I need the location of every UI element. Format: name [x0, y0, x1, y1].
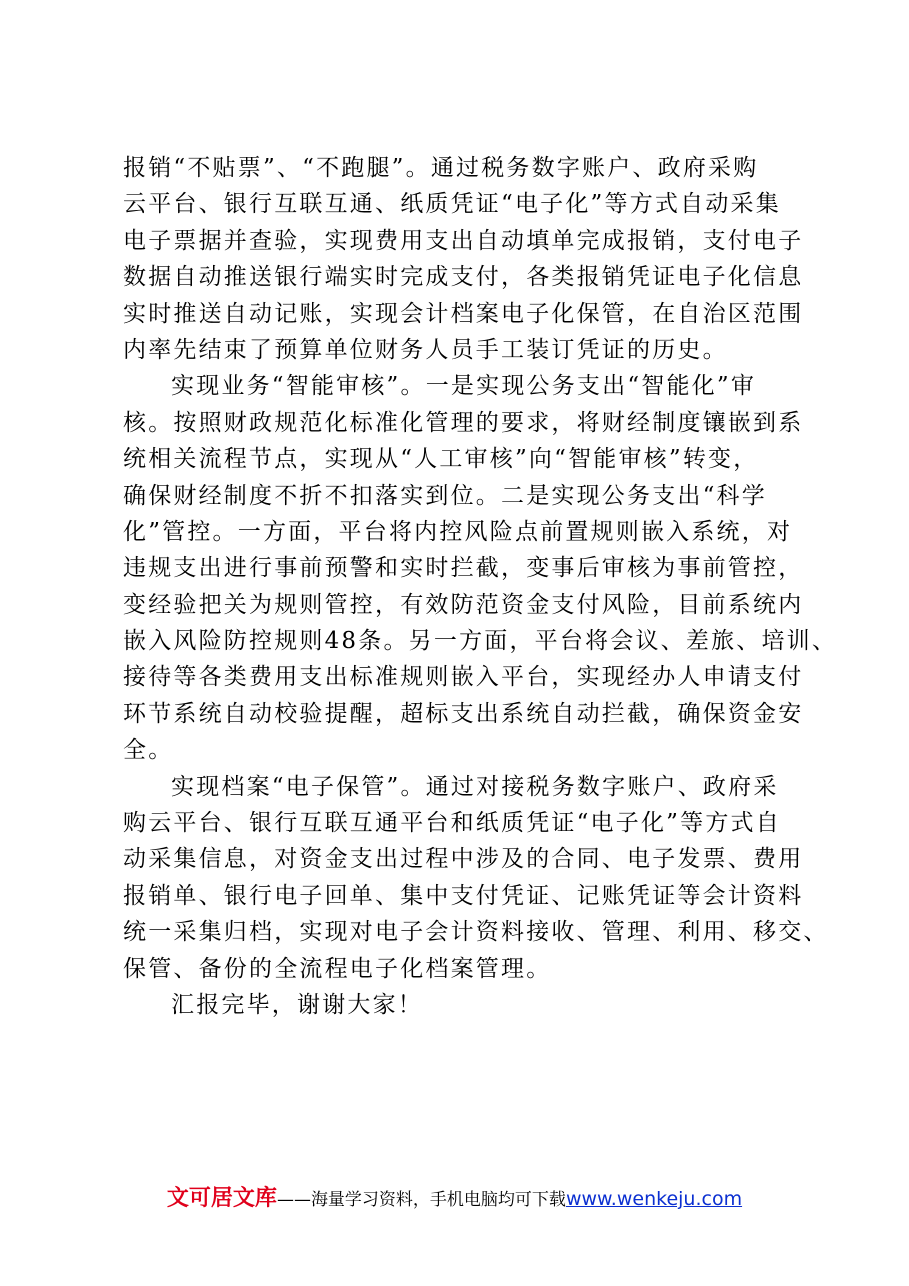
text-line: 违规支出进行事前预警和实时拦截，变事后审核为事前管控， [123, 555, 804, 582]
closing-line: 汇报完毕，谢谢大家！ [171, 991, 423, 1018]
text-line: 环节系统自动校验提醒，超标支出系统自动拦截，确保资金安 [123, 700, 804, 727]
text-line: 数据自动推送银行端实时完成支付，各类报销凭证电子化信息 [123, 264, 804, 291]
text-line: 内率先结束了预算单位财务人员手工装订凭证的历史。 [123, 336, 728, 363]
text-line: 化”管控。一方面，平台将内控风险点前置规则嵌入系统，对 [123, 518, 793, 545]
footer-brand: 文可居文库 [166, 1186, 277, 1211]
document-body [123, 150, 838, 1023]
footer-tagline: ——海量学习资料，手机电脑均可下载 [276, 1190, 566, 1210]
text-line: 嵌入风险防控规则48条。另一方面，平台将会议、差旅、培训、 [123, 628, 838, 655]
paragraph-start-line: 实现档案“电子保管”。通过对接税务数字账户、政府采 [171, 773, 779, 800]
text-line: 确保财经制度不折不扣落实到位。二是实现公务支出“科学 [123, 482, 767, 509]
text-line: 报销“不贴票”、“不跑腿”。通过税务数字账户、政府采购 [123, 155, 759, 181]
text-line: 电子票据并查验，实现费用支出自动填单完成报销，支付电子 [123, 227, 804, 254]
text-line: 云平台、银行互联互通、纸质凭证“电子化”等方式自动采集 [123, 191, 781, 218]
text-line: 购云平台、银行互联互通平台和纸质凭证“电子化”等方式自 [123, 810, 781, 837]
text-line: 核。按照财政规范化标准化管理的要求，将财经制度镶嵌到系 [123, 409, 804, 436]
text-line: 动采集信息，对资金支出过程中涉及的合同、电子发票、费用 [123, 846, 804, 873]
text-line: 统一采集归档，实现对电子会计资料接收、管理、利用、移交、 [123, 919, 829, 946]
footer-website-link[interactable]: www.wenkeju.com [565, 1188, 743, 1210]
text-line: 接待等各类费用支出标准规则嵌入平台，实现经办人申请支付 [123, 664, 804, 691]
page-footer [0, 1181, 909, 1212]
text-line: 全。 [123, 737, 174, 764]
text-line: 报销单、银行电子回单、集中支付凭证、记账凭证等会计资料 [123, 882, 804, 909]
text-line: 统相关流程节点，实现从“人工审核”向“智能审核”转变， [123, 446, 759, 473]
paragraph-start-line: 实现业务“智能审核”。一是实现公务支出“智能化”审 [171, 373, 757, 400]
text-line: 保管、备份的全流程电子化档案管理。 [123, 955, 552, 982]
text-line: 变经验把关为规则管控，有效防范资金支付风险，目前系统内 [123, 591, 804, 618]
text-line: 实时推送自动记账，实现会计档案电子化保管，在自治区范围 [123, 300, 804, 327]
